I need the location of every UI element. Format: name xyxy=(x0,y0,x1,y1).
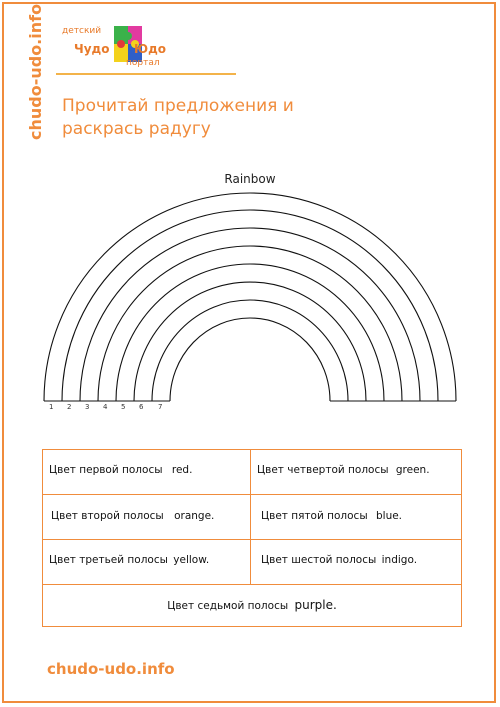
rainbow-arc-3 xyxy=(80,228,420,401)
stripe-label: Цвет третьей полосы xyxy=(49,554,168,566)
logo-word-right: Юдо xyxy=(134,42,167,56)
band-number-2: 2 xyxy=(67,403,72,411)
logo-top-word: детский xyxy=(62,26,102,36)
heading-line-1: Прочитай предложения и xyxy=(62,96,294,116)
table-divider xyxy=(43,494,461,495)
band-number-7: 7 xyxy=(158,403,163,411)
table-cell-stripe-1 xyxy=(49,464,192,476)
stripe-color: yellow. xyxy=(173,554,210,566)
band-number-6: 6 xyxy=(139,403,144,411)
table-divider xyxy=(43,539,461,540)
table-cell-stripe-7 xyxy=(43,598,461,612)
logo-bottom-word: портал xyxy=(126,58,160,68)
stripe-color: red. xyxy=(171,464,193,476)
stripe-color: purple. xyxy=(294,598,337,612)
band-number-5: 5 xyxy=(121,403,126,411)
footer-site-name: chudo-udo.info xyxy=(47,660,175,678)
table-cell-stripe-5 xyxy=(261,510,402,522)
band-number-4: 4 xyxy=(103,403,108,411)
stripe-color: orange. xyxy=(174,510,215,522)
rainbow-title: Rainbow xyxy=(224,172,276,186)
table-column-divider xyxy=(250,450,251,584)
rainbow-arc-5 xyxy=(116,264,384,401)
rainbow-arc-4 xyxy=(98,246,402,401)
band-number-3: 3 xyxy=(85,403,90,411)
heading-line-2: раскрась радугу xyxy=(62,119,211,139)
stripe-label: Цвет пятой полосы xyxy=(261,510,368,522)
table-cell-stripe-3 xyxy=(49,554,209,566)
stripe-label: Цвет шестой полосы xyxy=(261,554,377,566)
side-watermark: chudo-udo.info xyxy=(26,3,45,140)
table-divider xyxy=(43,584,461,585)
stripe-label: Цвет второй полосы xyxy=(51,510,164,522)
band-number-1: 1 xyxy=(49,403,54,411)
table-cell-stripe-6 xyxy=(261,554,417,566)
rainbow-arc-7 xyxy=(152,300,348,401)
table-cell-stripe-4 xyxy=(257,464,430,476)
rainbow-arc-8 xyxy=(170,318,330,401)
rainbow-arc-1 xyxy=(44,193,456,401)
instructions-table xyxy=(42,449,462,627)
stripe-color: indigo. xyxy=(381,554,418,566)
stripe-color: green. xyxy=(395,464,430,476)
logo-word-left: Чудо xyxy=(74,42,110,56)
stripe-label: Цвет первой полосы xyxy=(49,464,163,476)
stripe-color: blue. xyxy=(375,510,403,522)
stripe-label: Цвет седьмой полосы xyxy=(167,600,289,612)
table-cell-stripe-2 xyxy=(51,510,214,522)
stripe-label: Цвет четвертой полосы xyxy=(257,464,389,476)
